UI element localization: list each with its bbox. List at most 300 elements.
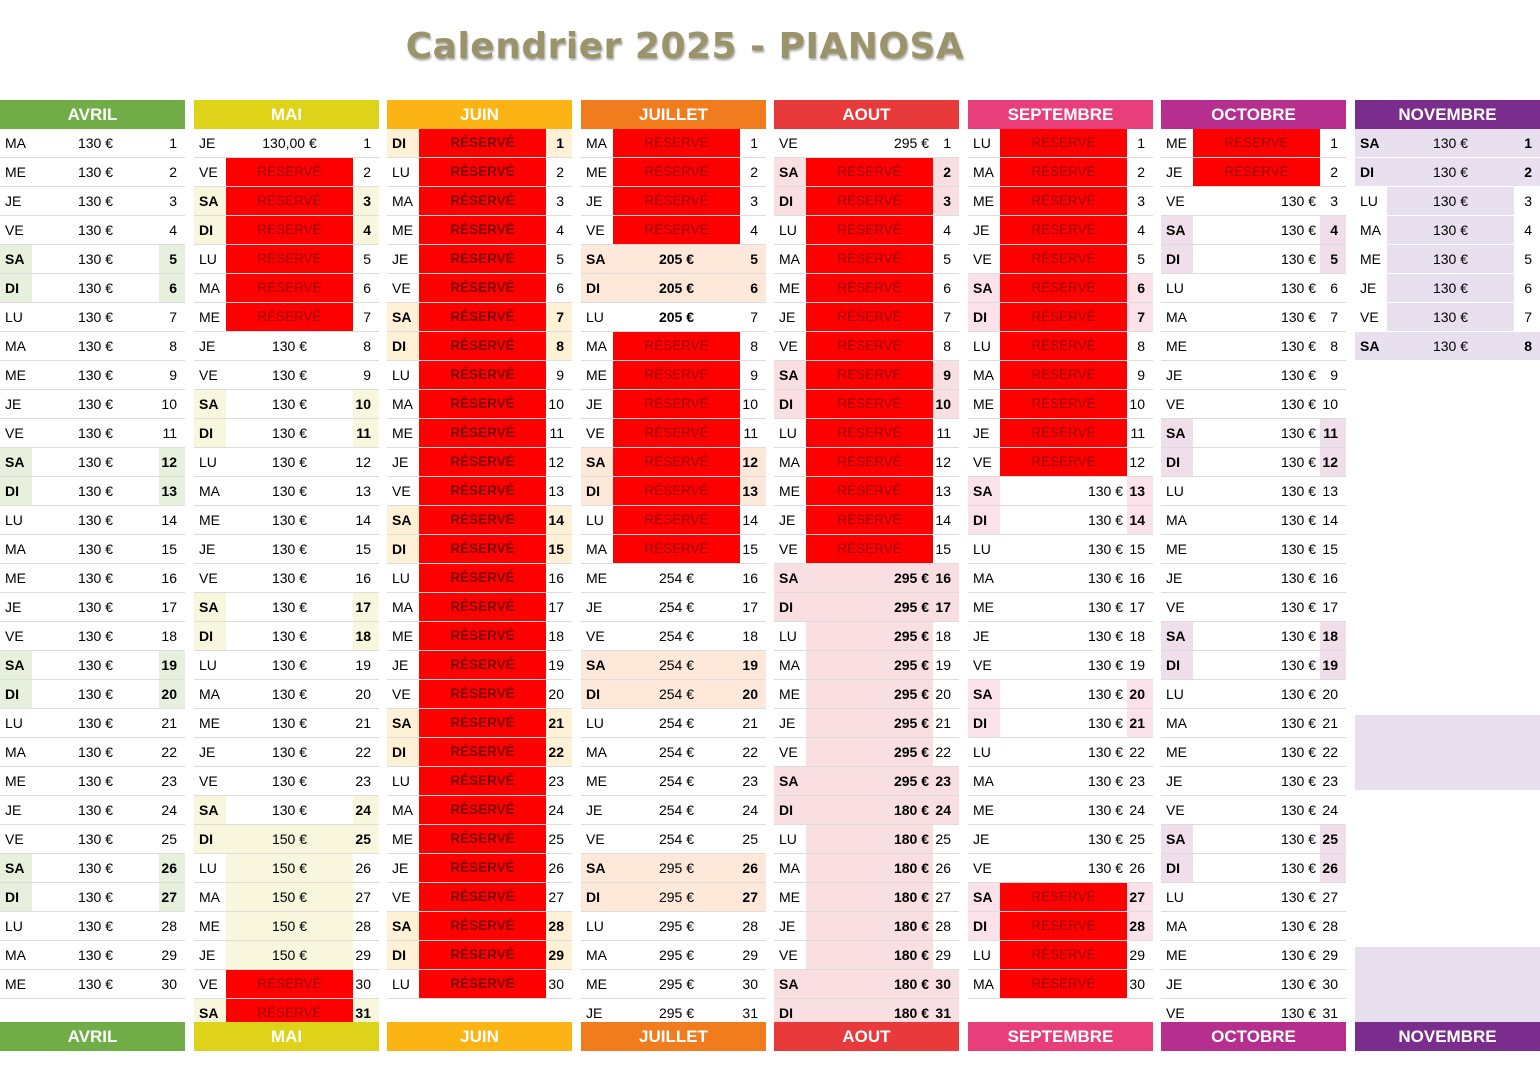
day-row [1161,738,1346,767]
weekday-label: LU [199,860,217,876]
day-row [968,593,1153,622]
weekday-label: SA [1355,332,1387,360]
weekday-label: DI [1161,854,1193,882]
month-header: JUIN [387,100,572,129]
reserved-cell: RÉSERVÉ [419,303,546,331]
price-cell: 295 € [806,622,933,650]
day-row [0,448,185,477]
day-number: 21 [161,715,177,731]
day-number: 25 [742,831,758,847]
price-cell: 254 € [658,831,695,847]
weekday-label: VE [1360,309,1379,325]
day-number: 30 [933,970,959,998]
reserved-cell: RÉSERVÉ [1193,129,1320,157]
month-column-aout [774,100,959,1046]
weekday-label: VE [199,976,218,992]
price-cell: 295 € [806,738,933,766]
day-number: 8 [1330,338,1338,354]
day-row [1355,187,1540,216]
price-cell: 130 € [1087,744,1123,760]
day-row [0,854,185,883]
day-number: 29 [1129,947,1145,963]
day-row [0,970,185,999]
reserved-cell: RÉSERVÉ [1193,158,1320,186]
day-row [194,129,379,158]
month-footer: JUILLET [581,1022,766,1051]
reserved-cell: RÉSERVÉ [419,332,546,360]
weekday-label: DI [194,419,226,447]
day-row [387,622,572,651]
day-number: 23 [548,773,564,789]
price-cell: 150 € [226,825,353,853]
day-row [1161,158,1346,187]
day-number: 9 [169,367,177,383]
day-number: 8 [169,338,177,354]
price-cell: 205 € [613,245,740,273]
day-number: 26 [740,854,766,882]
day-row [387,419,572,448]
day-number: 20 [935,686,951,702]
weekday-label: LU [586,715,604,731]
price-cell: 295 € [806,767,933,795]
price-cell: 180 € [806,825,933,853]
weekday-label: MA [586,135,607,151]
day-row [581,622,766,651]
day-row [0,883,185,912]
weekday-label: MA [779,251,800,267]
price-cell: 254 € [613,680,740,708]
reserved-cell: RÉSERVÉ [806,274,933,302]
weekday-label: LU [1166,483,1184,499]
weekday-label: DI [774,796,806,824]
day-number: 30 [548,976,564,992]
day-number: 15 [355,541,371,557]
weekday-label: MA [1166,309,1187,325]
reserved-cell: RÉSERVÉ [419,390,546,418]
reserved-cell: RÉSERVÉ [1000,245,1127,273]
day-number: 29 [546,941,572,969]
weekday-label: DI [194,216,226,244]
weekday-label: LU [392,164,410,180]
day-number: 11 [353,419,379,447]
price-cell: 130 € [77,280,114,296]
weekday-label: MA [779,657,800,673]
price-cell: 130 € [1387,129,1514,157]
reserved-cell: RÉSERVÉ [419,854,546,882]
weekday-label: MA [973,164,994,180]
day-number: 21 [1127,709,1153,737]
weekday-label: DI [968,709,1000,737]
reserved-cell: RÉSERVÉ [1000,970,1127,998]
day-row [194,477,379,506]
price-cell: 130 € [1280,831,1316,847]
price-cell: 130 € [1280,802,1316,818]
day-number: 8 [363,338,371,354]
reserved-cell: RÉSERVÉ [226,970,353,998]
price-cell: 130 € [77,744,114,760]
day-number: 13 [935,483,951,499]
price-cell: 130 € [1280,280,1316,296]
day-row [194,448,379,477]
weekday-label: ME [586,976,607,992]
day-number: 4 [943,222,951,238]
month-footer: SEPTEMBRE [968,1022,1153,1051]
day-number: 15 [1322,541,1338,557]
price-cell: 130 € [1087,773,1123,789]
weekday-label: SA [581,245,613,273]
weekday-label: ME [392,425,413,441]
day-number: 25 [935,831,951,847]
day-row [387,332,572,361]
day-number: 15 [742,541,758,557]
price-cell: 130 € [1280,338,1316,354]
weekday-label: LU [1166,686,1184,702]
day-row [581,158,766,187]
day-number: 29 [742,947,758,963]
day-row [968,448,1153,477]
day-row [774,303,959,332]
weekday-label: JE [392,860,409,876]
day-number: 13 [740,477,766,505]
day-row [581,506,766,535]
day-row [387,767,572,796]
day-row [0,767,185,796]
reserved-cell: RÉSERVÉ [1000,158,1127,186]
day-number: 19 [159,651,185,679]
price-cell: 130 € [77,947,114,963]
day-row [0,129,185,158]
weekday-label: DI [774,999,806,1027]
day-row [194,738,379,767]
weekday-label: VE [199,367,218,383]
reserved-cell: RÉSERVÉ [419,796,546,824]
weekday-label: MA [199,686,220,702]
weekday-label: DI [1355,158,1387,186]
day-row [774,390,959,419]
weekday-label: SA [0,854,32,882]
weekday-label: JE [199,135,216,151]
weekday-label: ME [973,599,994,615]
day-row [968,680,1153,709]
reserved-cell: RÉSERVÉ [613,448,740,476]
price-cell: 130 € [77,918,114,934]
weekday-label: VE [779,135,798,151]
weekday-label: LU [5,512,23,528]
weekday-label: MA [199,889,220,905]
reserved-cell: RÉSERVÉ [419,274,546,302]
day-number: 5 [363,251,371,267]
weekday-label: SA [1355,129,1387,157]
price-cell: 130 € [271,425,308,441]
reserved-cell: RÉSERVÉ [1000,187,1127,215]
day-row [581,796,766,825]
day-number: 6 [1330,280,1338,296]
weekday-label: JE [1166,367,1183,383]
day-number: 4 [1320,216,1346,244]
day-row [387,361,572,390]
day-number: 24 [353,796,379,824]
price-cell: 295 € [806,651,933,679]
weekday-label: JE [199,338,216,354]
day-row [1161,825,1346,854]
day-row [194,796,379,825]
day-row [387,535,572,564]
weekday-label: JE [5,193,22,209]
day-row [1161,361,1346,390]
day-row [194,361,379,390]
weekday-label: VE [586,831,605,847]
day-number: 22 [161,744,177,760]
reserved-cell: RÉSERVÉ [806,477,933,505]
weekday-label: ME [779,483,800,499]
day-number: 14 [161,512,177,528]
day-row [968,767,1153,796]
price-cell: 130 € [1280,686,1316,702]
day-row [1161,709,1346,738]
day-number: 27 [1127,883,1153,911]
day-row [774,187,959,216]
day-number: 5 [1320,245,1346,273]
day-number: 26 [1129,860,1145,876]
price-cell: 130 € [77,773,114,789]
weekday-label: SA [1161,825,1193,853]
weekday-label: LU [973,744,991,760]
price-cell: 130 € [1280,918,1316,934]
price-cell: 130 € [1087,715,1123,731]
weekday-label: VE [779,541,798,557]
reserved-cell: RÉSERVÉ [806,303,933,331]
price-cell: 130,00 € [262,135,317,151]
day-row [0,622,185,651]
day-number: 17 [161,599,177,615]
price-cell: 295 € [806,593,933,621]
weekday-label: LU [199,454,217,470]
day-number: 9 [556,367,564,383]
day-number: 17 [353,593,379,621]
price-cell: 254 € [613,651,740,679]
weekday-label: ME [586,164,607,180]
day-number: 21 [1322,715,1338,731]
month-column-novembre [1355,100,1540,1046]
weekday-label: DI [387,129,419,157]
day-number: 21 [546,709,572,737]
weekday-label: DI [581,883,613,911]
day-number: 13 [355,483,371,499]
reserved-cell: RÉSERVÉ [419,709,546,737]
reserved-cell: RÉSERVÉ [613,187,740,215]
weekday-label: MA [586,744,607,760]
weekday-label: LU [586,512,604,528]
day-number: 17 [1129,599,1145,615]
day-number: 13 [159,477,185,505]
day-row [194,564,379,593]
price-cell: 130 € [1087,483,1123,499]
day-number: 26 [548,860,564,876]
day-number: 11 [549,425,564,441]
day-number: 3 [1524,193,1532,209]
price-cell: 180 € [806,941,933,969]
price-cell: 130 € [77,338,114,354]
day-row [387,912,572,941]
weekday-label: SA [774,158,806,186]
weekday-label: MA [1166,512,1187,528]
month-header: NOVEMBRE [1355,100,1540,129]
weekday-label: ME [779,889,800,905]
weekday-label: ME [5,164,26,180]
weekday-label: MA [586,541,607,557]
day-row [1161,245,1346,274]
price-cell: 130 € [77,570,114,586]
day-number: 8 [1137,338,1145,354]
price-cell: 130 € [1087,657,1123,673]
day-number: 12 [1320,448,1346,476]
day-row [968,477,1153,506]
day-number: 31 [933,999,959,1027]
day-row [194,158,379,187]
weekday-label: ME [1166,541,1187,557]
day-row [774,883,959,912]
day-row [0,158,185,187]
day-row [1161,941,1346,970]
day-row [1161,477,1346,506]
day-number: 12 [159,448,185,476]
weekday-label: DI [0,883,32,911]
price-cell: 130 € [77,425,114,441]
price-cell: 130 € [77,367,114,383]
price-cell: 130 € [271,628,308,644]
day-number: 20 [740,680,766,708]
weekday-label: ME [1360,251,1381,267]
day-number: 15 [1129,541,1145,557]
weekday-label: JE [1166,773,1183,789]
day-row [968,651,1153,680]
weekday-label: MA [5,744,26,760]
price-cell: 295 € [806,709,933,737]
day-row [581,912,766,941]
price-cell: 130 € [77,483,114,499]
price-cell: 130 € [1387,332,1514,360]
month-header: AVRIL [0,100,185,129]
weekday-label: VE [973,251,992,267]
reserved-cell: RÉSERVÉ [613,361,740,389]
reserved-cell: RÉSERVÉ [806,390,933,418]
weekday-label: LU [1166,889,1184,905]
reserved-cell: RÉSERVÉ [613,506,740,534]
price-cell: 130 € [77,309,114,325]
day-row [968,129,1153,158]
day-row [194,883,379,912]
day-number: 18 [548,628,564,644]
reserved-cell: RÉSERVÉ [806,245,933,273]
weekday-label: SA [387,506,419,534]
weekday-label: MA [392,396,413,412]
price-cell: 130 € [1087,686,1123,702]
day-row [968,187,1153,216]
weekday-label: SA [0,245,32,273]
day-row [1161,651,1346,680]
price-cell: 130 € [271,541,308,557]
price-cell: 130 € [1087,541,1123,557]
weekday-label: DI [194,825,226,853]
day-row [194,593,379,622]
day-number: 25 [1320,825,1346,853]
day-number: 23 [1322,773,1338,789]
weekday-label: SA [387,912,419,940]
day-row [194,303,379,332]
month-column-juillet [581,100,766,1046]
weekday-label: SA [581,651,613,679]
reserved-cell: RÉSERVÉ [419,825,546,853]
day-row [774,477,959,506]
day-number: 20 [548,686,564,702]
reserved-cell: RÉSERVÉ [1000,361,1127,389]
weekday-label: JE [1166,164,1183,180]
day-number: 31 [1322,1005,1338,1021]
day-number: 2 [556,164,564,180]
price-cell: 130 € [1280,657,1316,673]
day-number: 25 [161,831,177,847]
day-row [774,129,959,158]
day-row [387,796,572,825]
price-cell: 130 € [1280,744,1316,760]
weekday-label: LU [1166,280,1184,296]
weekday-label: DI [581,680,613,708]
day-number: 21 [742,715,758,731]
month-header: OCTOBRE [1161,100,1346,129]
day-row [0,912,185,941]
day-number: 14 [355,512,371,528]
day-row [0,245,185,274]
day-number: 10 [548,396,564,412]
day-number: 6 [363,280,371,296]
day-number: 10 [742,396,758,412]
day-number: 10 [1322,396,1338,412]
day-row [774,796,959,825]
month-header: SEPTEMBRE [968,100,1153,129]
reserved-cell: RÉSERVÉ [613,129,740,157]
day-row [0,506,185,535]
price-cell: 254 € [658,744,695,760]
reserved-cell: RÉSERVÉ [1000,332,1127,360]
weekday-label: SA [774,564,806,592]
day-row [1355,274,1540,303]
day-row [968,854,1153,883]
day-number: 12 [935,454,951,470]
day-row [581,274,766,303]
day-row [1355,245,1540,274]
shaded-block [1355,715,1540,790]
weekday-label: LU [586,309,604,325]
reserved-cell: RÉSERVÉ [1000,129,1127,157]
price-cell: 180 € [806,912,933,940]
price-cell: 295 € [806,564,933,592]
day-number: 3 [353,187,379,215]
price-cell: 130 € [271,454,308,470]
day-row [774,709,959,738]
day-number: 28 [161,918,177,934]
weekday-label: LU [5,309,23,325]
day-number: 10 [1129,396,1145,412]
reserved-cell: RÉSERVÉ [613,390,740,418]
reserved-cell: RÉSERVÉ [806,448,933,476]
weekday-label: LU [973,338,991,354]
day-number: 7 [943,309,951,325]
day-row [194,390,379,419]
price-cell: 130 € [1280,628,1316,644]
day-number: 6 [943,280,951,296]
day-number: 20 [1322,686,1338,702]
day-row [581,593,766,622]
